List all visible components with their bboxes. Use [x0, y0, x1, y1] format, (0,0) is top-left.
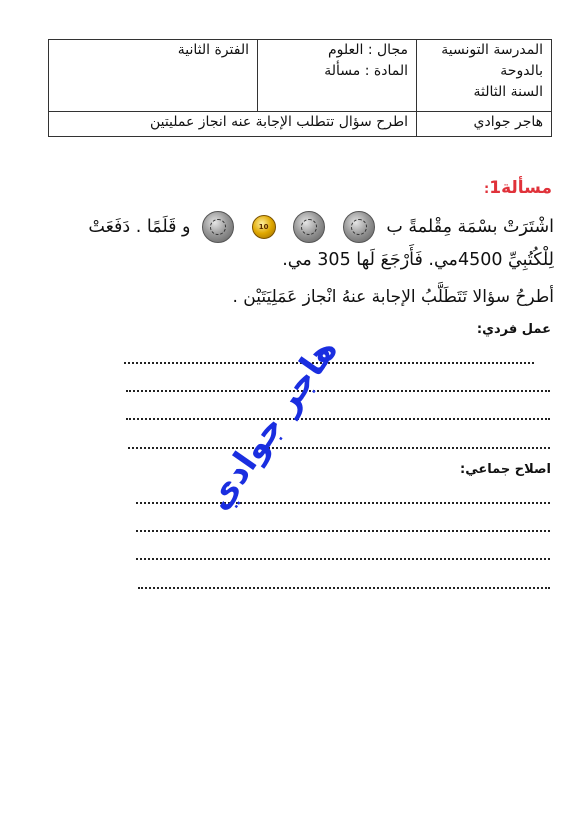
problem-line-1-end: و قَلَمًا . دَفَعَتْ: [88, 217, 191, 237]
individual-work-heading: عمل فردي:: [476, 322, 551, 337]
coin-silver-icon: [202, 211, 234, 243]
problem-title: [484, 178, 552, 198]
problem-line-3: أطرحُ سؤالا تَتَطَلَّبُ الإجابة عنهُ انْجاز عَمَلِيَتَيْن .: [232, 287, 554, 307]
correction-line: [136, 558, 550, 560]
grade-year: السنة الثالثة: [473, 84, 543, 100]
task-text: اطرح سؤال تتطلب الإجابة عنه انجاز عمليتين: [149, 114, 408, 131]
group-correction-heading: اصلاح جماعي:: [460, 462, 551, 477]
school-name: المدرسة التونسية بالدوحة: [441, 42, 543, 79]
correction-line: [136, 530, 550, 532]
period-label: الفترة الثانية: [177, 42, 249, 58]
correction-line: [136, 502, 550, 504]
author-watermark: هاجر جوادي: [198, 330, 346, 518]
header-cell-task: [49, 112, 417, 137]
header-cell-period: [49, 40, 258, 112]
header-cell-school: [417, 40, 552, 112]
header-table: [48, 39, 552, 137]
problem-line-1-start: اشْتَرَتْ بسْمَة مِقْلمةً ب: [386, 217, 554, 237]
header-cell-author: [417, 112, 552, 137]
answer-line: [128, 447, 550, 449]
subject-label: المادة : مسألة: [324, 63, 408, 79]
coin-gold-icon: 10: [252, 215, 276, 239]
problem-title-colon: :: [484, 182, 490, 197]
domain-label: مجال : العلوم: [327, 42, 408, 58]
correction-line: [138, 587, 550, 589]
answer-line: [126, 390, 550, 392]
coin-silver-icon: [293, 211, 325, 243]
coin-silver-icon: [343, 211, 375, 243]
problem-title-text: مسألة1: [489, 178, 552, 198]
problem-line-2: لِلْكُتُبِيِّ 4500مي. فَأَرْجَعَ لَها 305 مي.: [282, 250, 554, 270]
answer-line: [126, 418, 550, 420]
header-cell-domain: [258, 40, 417, 112]
problem-line-1: [88, 211, 554, 243]
author-name: هاجر جوادي: [473, 114, 543, 131]
